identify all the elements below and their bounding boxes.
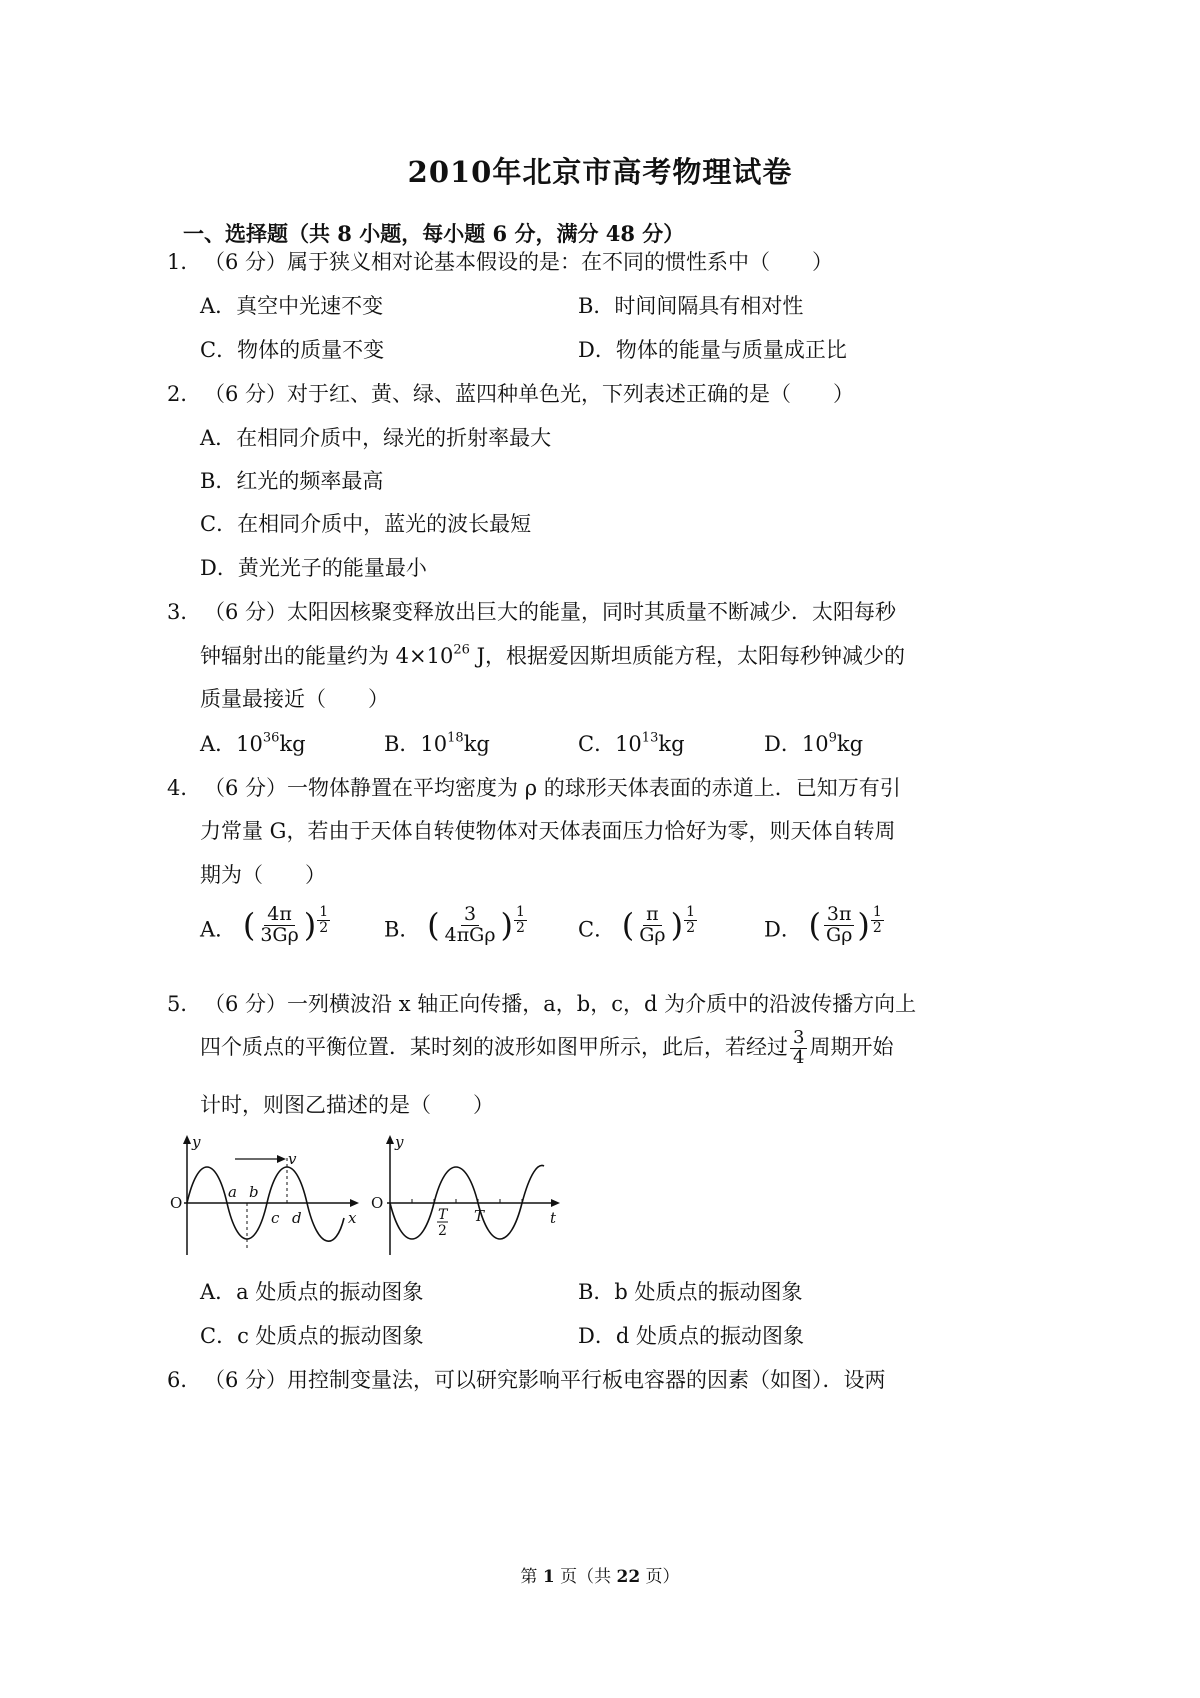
- t-axis-arrow: [551, 1199, 560, 1207]
- velocity-arrow-icon: [277, 1155, 286, 1163]
- y-axis-arrow: [386, 1135, 394, 1144]
- question-stem-line-1: （6 分）太阳因核聚变释放出巨大的能量，同时其质量不断减少．太阳每秒: [204, 600, 897, 624]
- question-stem-line-1: （6 分）用控制变量法，可以研究影响平行板电容器的因素（如图）．设两: [204, 1368, 886, 1392]
- page-title: 2010年北京市高考物理试卷: [407, 155, 793, 189]
- question-number: 2．: [167, 382, 202, 406]
- option-a: A． ( $\frac{4\pi}{3G\rho}$ ) 1 2: [200, 903, 329, 946]
- option-b: B．红光的频率最高: [200, 469, 384, 493]
- question-number: 6．: [167, 1368, 202, 1392]
- total-pages: 22: [616, 1567, 641, 1587]
- formula: ( $\frac{\pi}{G\rho}$ ) 1 2: [621, 903, 696, 946]
- section-heading: 一、选择题（共 8 小题，每小题 6 分，满分 48 分）: [183, 221, 685, 246]
- fraction: $\frac{3}{4}$: [790, 1029, 807, 1068]
- period-label: T: [474, 1207, 485, 1225]
- origin-label: O: [371, 1194, 384, 1212]
- question-number: 4．: [167, 776, 202, 800]
- option-c: C．$10^{13}kg$: [578, 730, 685, 756]
- c-label: c: [271, 1209, 280, 1227]
- waveform-figure: [170, 1133, 360, 1258]
- question-stem: （6 分）属于狭义相对论基本假设的是：在不同的惯性系中（ ）: [204, 250, 834, 274]
- option-b: B． ( $\frac{3}{\text{4πGρ}}$ ) 1 2: [384, 903, 525, 946]
- option-c: C．在相同介质中，蓝光的波长最短: [200, 512, 532, 536]
- formula: ( $\frac{3\pi}{G\rho}$ ) 1 2: [808, 903, 882, 946]
- vibration-graph-figure: [370, 1133, 565, 1258]
- b-label: b: [249, 1183, 259, 1201]
- option-b: B．时间间隔具有相对性: [578, 294, 804, 318]
- y-label: y: [395, 1133, 404, 1151]
- y-label: y: [192, 1133, 201, 1151]
- v-label: v: [288, 1150, 297, 1168]
- t-label: t: [550, 1209, 557, 1227]
- vibration-curve: [390, 1165, 544, 1239]
- option-a: A．$10^{36}kg$: [200, 730, 306, 756]
- option-d: D．d 处质点的振动图象: [578, 1324, 804, 1348]
- question-number: 3．: [167, 600, 202, 624]
- question-stem-line-2: 力常量 G，若由于天体自转使物体对天体表面压力恰好为零，则天体自转周: [200, 819, 896, 843]
- half-period-numerator: T: [438, 1207, 448, 1223]
- d-label: d: [292, 1209, 302, 1227]
- question-stem-line-3: 质量最接近（ ）: [200, 687, 389, 711]
- option-a: A．真空中光速不变: [200, 294, 384, 318]
- option-a: A．在相同介质中，绿光的折射率最大: [200, 426, 552, 450]
- x-axis-arrow: [350, 1199, 359, 1207]
- option-d: D．物体的能量与质量成正比: [578, 338, 847, 362]
- question-stem-line-2: 四个质点的平衡位置．某时刻的波形如图甲所示，此后，若经过 $\frac{3}{4}$ 周期开始: [200, 1027, 894, 1068]
- question-stem-line-1: （6 分）一物体静置在平均密度为 ρ 的球形天体表面的赤道上．已知万有引: [204, 776, 901, 800]
- option-c: C．c 处质点的振动图象: [200, 1324, 424, 1348]
- option-d: D．$10^9kg$: [764, 730, 864, 756]
- page-number: 1: [542, 1567, 555, 1587]
- origin-label: O: [170, 1194, 183, 1212]
- x-label: x: [348, 1209, 357, 1227]
- option-b: B．b 处质点的振动图象: [578, 1280, 803, 1304]
- question-stem-line-3: 期为（ ）: [200, 863, 326, 887]
- y-axis-arrow: [183, 1135, 191, 1144]
- question-stem-line-2: 钟辐射出的能量约为 $4\times 10^{26}$ J，根据爱因斯坦质能方程，太阳每秒钟减少的: [200, 642, 905, 668]
- wave-curve: [187, 1167, 344, 1241]
- option-d: D． ( $\frac{3\pi}{G\rho}$ ) 1 2: [764, 903, 882, 946]
- a-label: a: [228, 1183, 237, 1201]
- question-number: 5．: [167, 992, 202, 1016]
- formula: ( $\frac{4\pi}{3G\rho}$ ) 1 2: [242, 903, 329, 946]
- page-footer: 第 1 页（共 22 页）: [520, 1567, 680, 1587]
- question-stem-line-1: （6 分）一列横波沿 x 轴正向传播，a，b，c，d 为介质中的沿波传播方向上: [204, 992, 917, 1016]
- formula: ( $\frac{3}{\text{4πGρ}}$ ) 1 2: [427, 903, 525, 946]
- question-stem-line-3: 计时，则图乙描述的是（ ）: [200, 1093, 494, 1117]
- option-c: C． ( $\frac{\pi}{G\rho}$ ) 1 2: [578, 903, 696, 946]
- option-a: A．a 处质点的振动图象: [200, 1280, 424, 1304]
- exponent: 26: [453, 642, 470, 658]
- question-stem: （6 分）对于红、黄、绿、蓝四种单色光，下列表述正确的是（ ）: [204, 382, 855, 406]
- option-d: D．黄光光子的能量最小: [200, 556, 427, 580]
- option-b: B．$10^{18}kg$: [384, 730, 490, 756]
- question-number: 1．: [167, 250, 202, 274]
- option-c: C．物体的质量不变: [200, 338, 385, 362]
- half-period-denominator: 2: [438, 1223, 447, 1239]
